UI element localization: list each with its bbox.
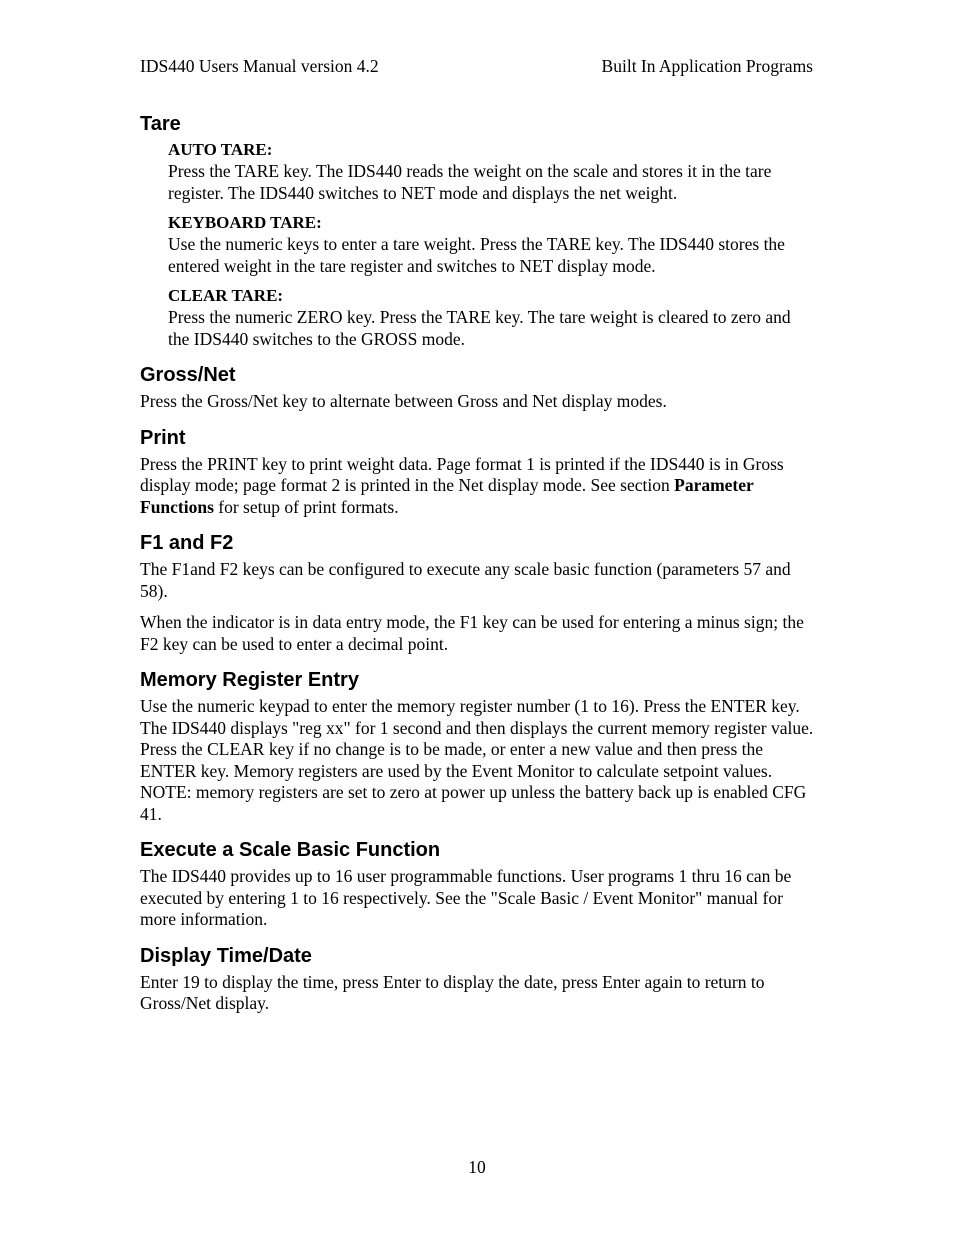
paragraph: Press the TARE key. The IDS440 reads the weight on the scale and stores it in the tare register. The IDS440 switches to NET mode and displays the net weight. (168, 161, 772, 203)
text-run: for setup of print formats. (213, 496, 399, 517)
section-display-time-date (140, 944, 814, 1015)
section-heading-tare: Tare (140, 113, 181, 135)
subsection-clear-tare (168, 286, 814, 350)
section-gross-net (140, 363, 814, 413)
section-heading-print: Print (140, 426, 186, 449)
running-header-left: IDS440 Users Manual version 4.2 (140, 56, 379, 76)
section-tare (140, 112, 814, 350)
page-number: 10 (468, 1157, 486, 1177)
section-print (140, 426, 814, 519)
section-heading-memory-register: Memory Register Entry (140, 669, 359, 691)
paragraph: Press the Gross/Net key to alternate between Gross and Net display modes. (140, 391, 667, 411)
subsection-title: KEYBOARD TARE: (168, 213, 322, 232)
subsection-auto-tare (168, 140, 814, 204)
section-heading-execute: Execute a Scale Basic Function (140, 839, 441, 861)
paragraph: Enter 19 to display the time, press Enter to display the date, press Enter again to return to Gross/Net display. (140, 971, 765, 1013)
subsection-title: AUTO TARE: (168, 140, 273, 159)
page-content (140, 112, 814, 1028)
section-heading-gross-net: Gross/Net (140, 364, 236, 386)
paragraph (140, 454, 814, 519)
bold-reference: Parameter Functions (140, 475, 754, 517)
section-memory-register (140, 668, 814, 825)
section-heading-f1-f2: F1 and F2 (140, 532, 234, 554)
paragraph: Use the numeric keys to enter a tare weight. Press the TARE key. The IDS440 stores the entered weight in the tare register and switches to NET display mode. (168, 234, 785, 276)
text-run: Press the PRINT key to print weight data. Page format 1 is printed if the IDS440 is in Gross display mode; page format 2 is printed in the Net display mode. See section (140, 453, 784, 495)
paragraph: Press the numeric ZERO key. Press the TARE key. The tare weight is cleared to zero and the IDS440 switches to the GROSS mode. (168, 307, 791, 349)
paragraph: The IDS440 provides up to 16 user programmable functions. User programs 1 thru 16 can be executed by entering 1 to 16 respectively. See the "Scale Basic / Event Monitor" manual for more information. (140, 866, 792, 929)
paragraph: Use the numeric keypad to enter the memory register number (1 to 16). Press the ENTER key. The IDS440 displays "reg xx" for 1 second and then displays the current memory register value. Press the CLEAR key if no change is to be made, or enter a new value and then press the ENTER key. Memory registers are used by the Event Monitor to calculate setpoint values. NOTE: memory registers are set to zero at power up unless the battery back up is enabled CFG 41. (140, 696, 814, 824)
subsection-keyboard-tare (168, 213, 814, 277)
section-heading-display-time: Display Time/Date (140, 944, 312, 967)
section-f1-f2 (140, 531, 814, 655)
running-header-right: Built In Application Programs (601, 56, 813, 76)
paragraph: When the indicator is in data entry mode, the F1 key can be used for entering a minus sign; the F2 key can be used to enter a decimal point. (140, 612, 804, 654)
paragraph: The F1and F2 keys can be configured to execute any scale basic function (parameters 57 and 58). (140, 559, 791, 601)
section-execute-scale-basic (140, 838, 814, 931)
subsection-title: CLEAR TARE: (168, 286, 284, 305)
